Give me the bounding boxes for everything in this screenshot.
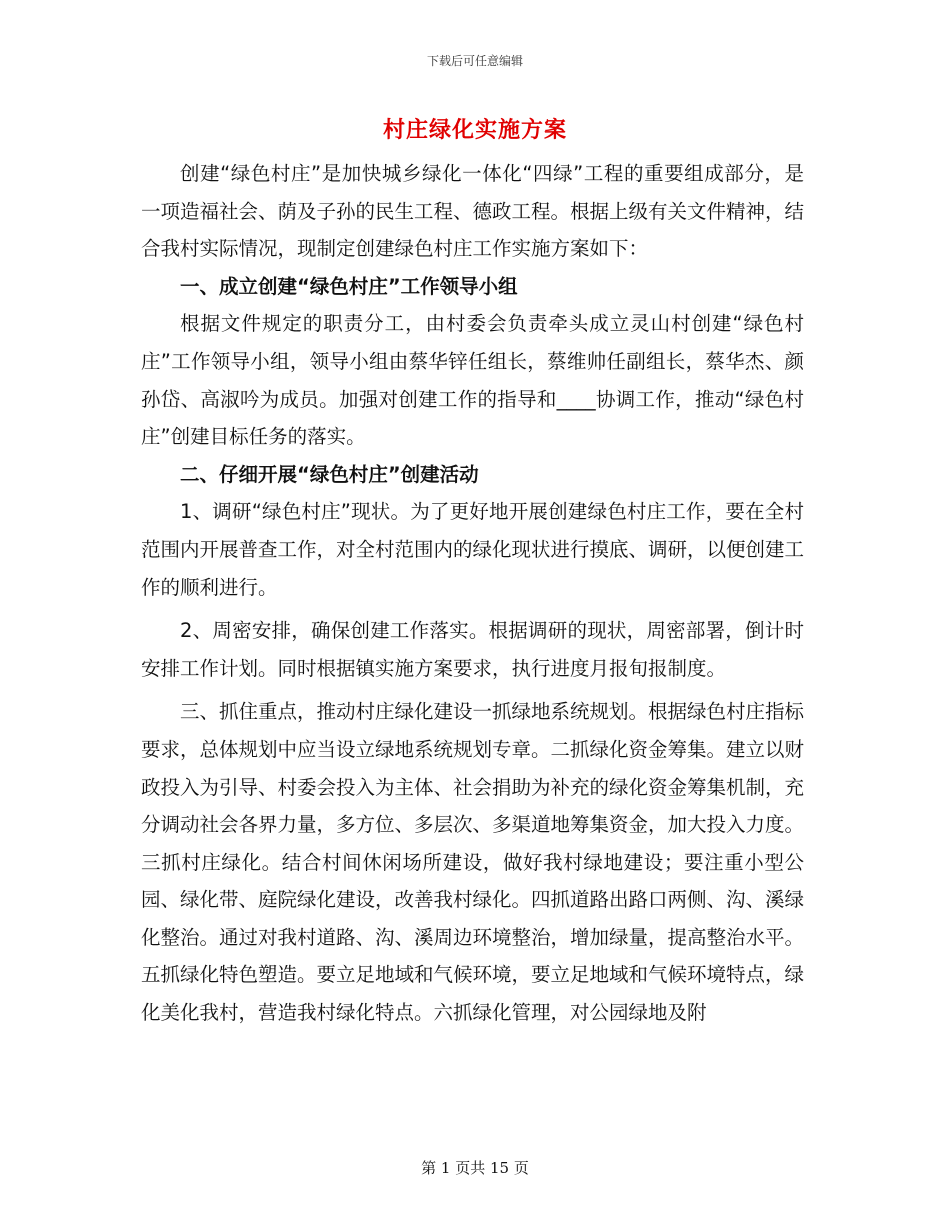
body-paragraph: 2、周密安排，确保创建工作落实。根据调研的现状，周密部署，倒计时安排工作计划。同时根据镇实施方案要求，执行进度月报旬报制度。 [141, 619, 804, 680]
body-paragraph: 根据文件规定的职责分工，由村委会负责牵头成立灵山村创建“绿色村庄”工作领导小组，领导小组由蔡华锌任组长，蔡维帅任副组长，蔡华杰、颜孙岱、高淑吟为成员。加强对创建工作的指导和____协调工作，推动“绿色村庄”创建目标任务的落实。 [141, 312, 804, 449]
document-title: 村庄绿化实施方案 [382, 118, 567, 143]
document-body [141, 155, 804, 1032]
body-paragraph: 1、调研“绿色村庄”现状。为了更好地开展创建绿色村庄工作，要在全村范围内开展普查工作，对全村范围内的绿化现状进行摸底、调研，以便创建工作的顺利进行。 [141, 500, 805, 599]
header-note: 下载后可任意编辑 [426, 54, 523, 68]
intro-paragraph: 创建“绿色村庄”是加快城乡绿化一体化“四绿”工程的重要组成部分，是一项造福社会、荫及子孙的民生工程、德政工程。根据上级有关文件精神，结合我村实际情况，现制定创建绿色村庄工作实施方案如下： [141, 162, 805, 261]
section-heading-2: 二、仔细开展“绿色村庄”创建活动 [180, 462, 479, 486]
body-paragraph: 三、抓住重点，推动村庄绿化建设一抓绿地系统规划。根据绿色村庄指标要求，总体规划中应当设立绿地系统规划专章。二抓绿化资金筹集。建立以财政投入为引导、村委会投入为主体、社会捐助为补充的绿化资金筹集机制，充分调动社会各界力量，多方位、多层次、多渠道地筹集资金，加大投入力度。三抓村庄绿化。结合村间休闲场所建设，做好我村绿地建设；要注重小型公园、绿化带、庭院绿化建设，改善我村绿化。四抓道路出路口两侧、沟、溪绿化整治。通过对我村道路、沟、溪周边环境整治，增加绿量，提高整治水平。五抓绿化特色塑造。要立足地域和气候环境，要立足地域和气候环境特点，绿化美化我村，营造我村绿化特点。六抓绿化管理，对公园绿地及附 [141, 700, 805, 1025]
section-heading-1: 一、成立创建“绿色村庄”工作领导小组 [180, 274, 518, 298]
page-number-footer: 第 1 页共 15 页 [421, 1159, 529, 1177]
